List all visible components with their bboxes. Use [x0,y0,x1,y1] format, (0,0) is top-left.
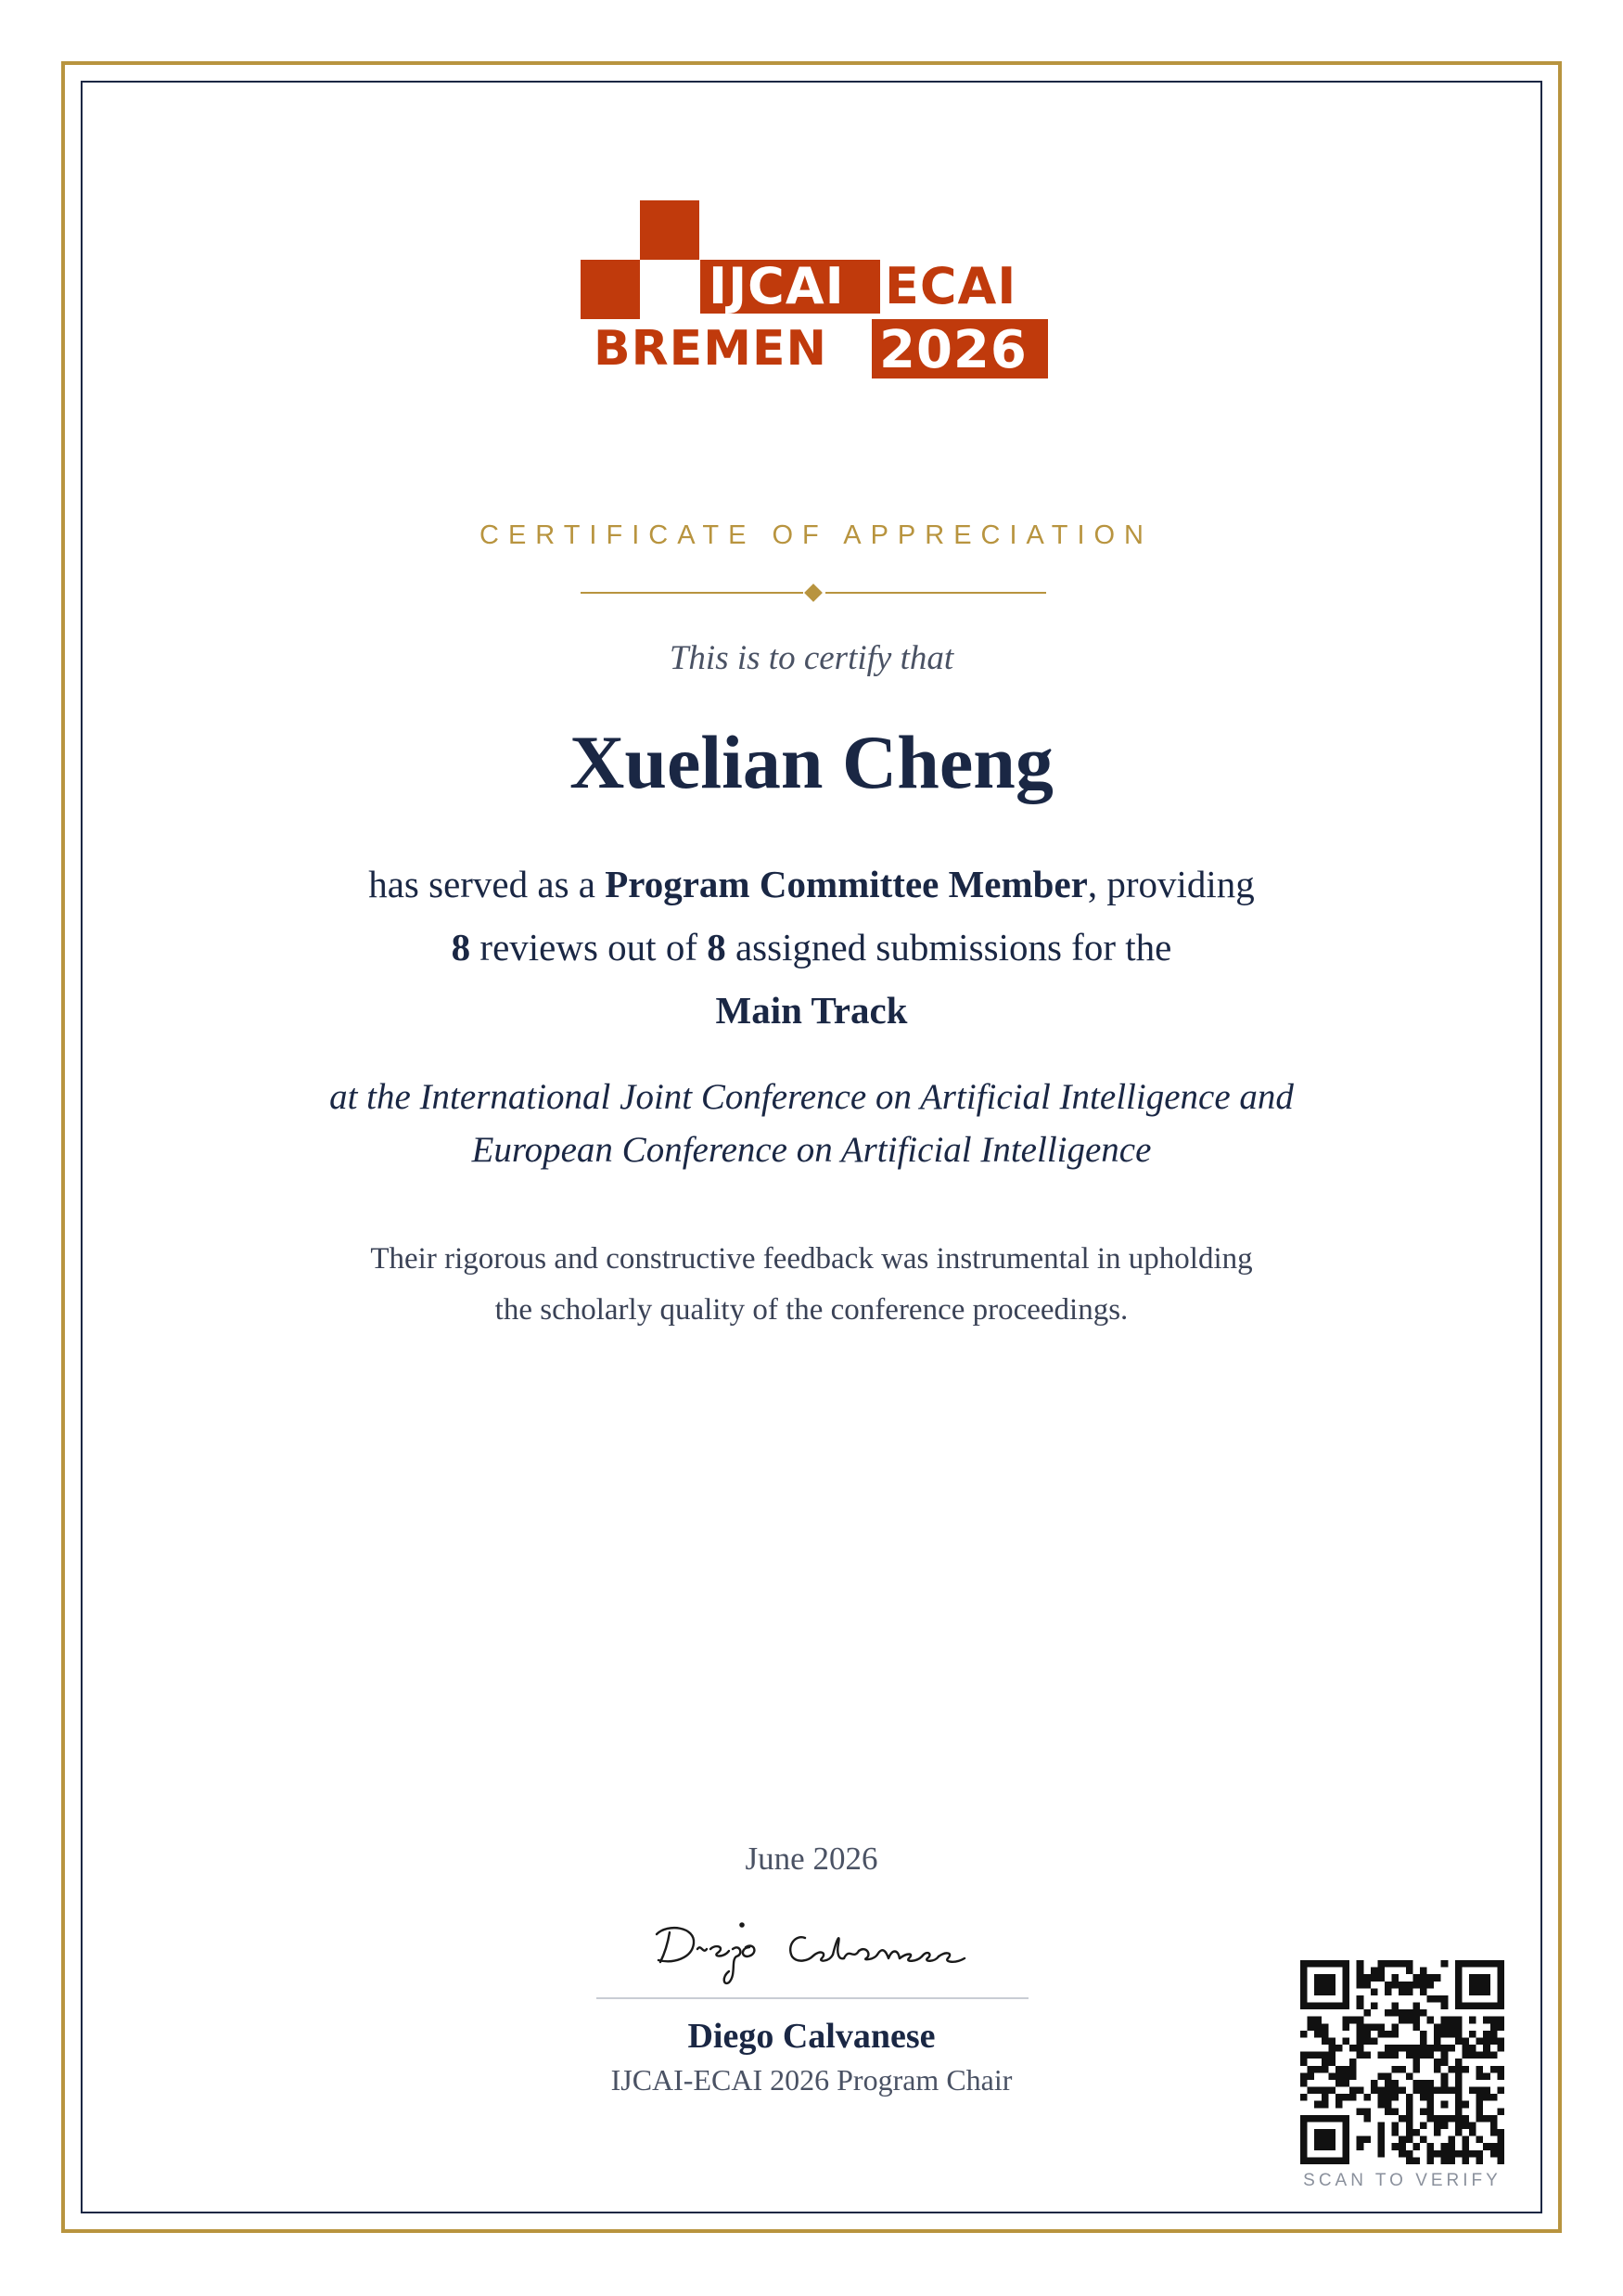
signatory-name: Diego Calvanese [687,2017,936,2056]
reviews-suffix: assigned submissions for the [725,926,1172,968]
reviews-mid-text: reviews out of [470,926,708,968]
logo-word-bremen: BREMEN [594,321,827,377]
handwritten-signature [640,1906,992,1990]
issue-date: June 2026 [745,1841,878,1877]
logo-word-ecai: ECAI [885,257,1017,315]
service-prefix: has served as a [368,863,606,905]
conference-line-2: European Conference on Artificial Intelligence [471,1130,1152,1170]
recipient-name: Xuelian Cheng [569,720,1054,804]
praise-line-1: Their rigorous and constructive feedback was instrumental in upholding [370,1242,1253,1276]
reviews-assigned-count: 8 [707,926,726,968]
diamond-ornament-icon [804,584,823,602]
ornamental-divider [581,584,1046,612]
praise-line-2: the scholarly quality of the conference proceedings. [494,1293,1129,1327]
certificate-heading: CERTIFICATE OF APPRECIATION [479,520,1153,550]
signature-rule [596,1997,1029,1999]
verification-qr-code [1300,1960,1504,2164]
conference-line-1: at the International Joint Conference on Artificial Intelligence and [329,1077,1294,1117]
signatory-title: IJCAI-ECAI 2026 Program Chair [610,2063,1013,2097]
logo-word-ijcai: IJCAI [709,257,845,315]
logo-word-2026: 2026 [879,320,1028,380]
service-suffix: , providing [1087,863,1255,905]
ijcai-ecai-bremen-logo [581,200,1048,378]
committee-role: Program Committee Member [605,863,1088,905]
track-name: Main Track [715,989,908,1032]
scan-to-verify-label: SCAN TO VERIFY [1303,2171,1502,2190]
reviews-done-count: 8 [451,926,471,968]
service-line [0,862,1623,906]
certify-line: This is to certify that [669,639,954,677]
reviews-line [0,925,1623,969]
